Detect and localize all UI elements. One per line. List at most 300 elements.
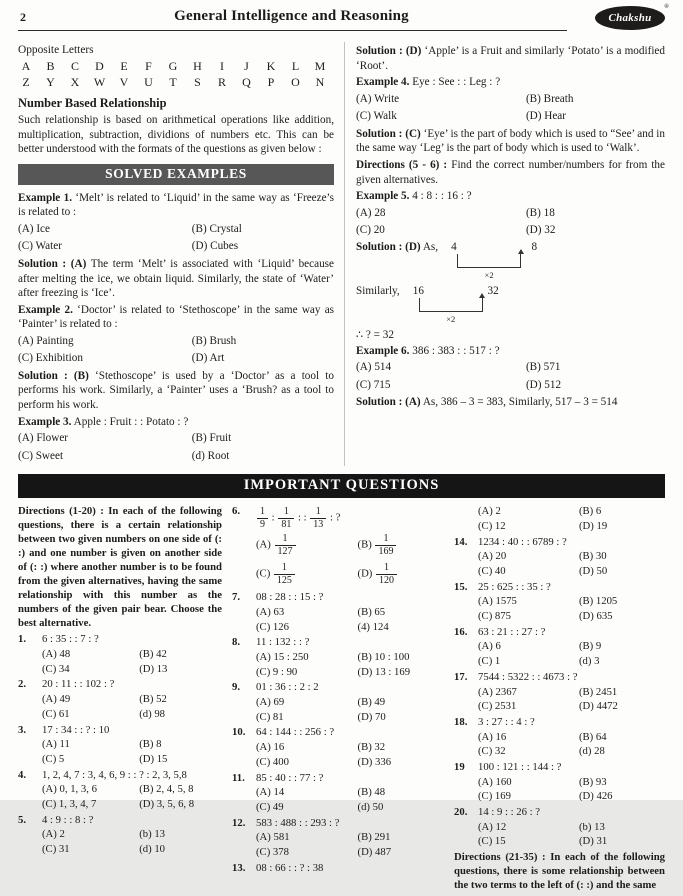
option: (A) 2367 <box>478 685 517 698</box>
letter: R <box>217 75 226 89</box>
option: (C) 378 <box>256 845 289 858</box>
letter: I <box>220 59 224 73</box>
option: (B) 93 <box>578 775 607 788</box>
numerator: 1 <box>275 533 296 546</box>
page-header <box>18 4 669 34</box>
question-stem: 3 : 27 : : 4 : ? <box>478 715 535 728</box>
question-number: 18. <box>454 715 468 728</box>
question-options <box>42 828 222 856</box>
question-number: 16. <box>454 625 468 638</box>
fraction <box>275 533 296 557</box>
registered-mark-icon: ® <box>664 4 669 10</box>
question-options <box>42 648 222 676</box>
fraction <box>274 562 295 586</box>
question-item <box>454 806 665 849</box>
diagram-operator: ×2 <box>484 269 494 280</box>
question-body <box>256 726 444 769</box>
section-intro: Such relationship is based on arithmetical operations like addition, multiplication, subtraction, dividions of numbers etc. This can be better understood with the formats of the questions as given below : <box>18 114 334 156</box>
option: (D) 512 <box>525 378 562 391</box>
example-1-solution: Solution : (A) The term ‘Melt’ is associated with ‘Liquid’ because after melting the ice, we obtain liquid. Similarly, the state of ‘Water’ after freezing is ‘Ice’. <box>18 257 334 300</box>
question-stem: 583 : 488 : : 293 : ? <box>256 816 340 829</box>
letter: G <box>168 59 178 73</box>
multiply-diagram-2 <box>410 285 502 326</box>
question-number: 12. <box>232 816 246 829</box>
example-6-options <box>356 360 665 392</box>
question-number: 13. <box>232 861 246 874</box>
option: (d) 98 <box>139 707 166 720</box>
question-stem: 08 : 28 : : 15 : ? <box>256 591 324 604</box>
example-2-solution: Solution : (B) ‘Stethoscope’ is used by a ‘Doctor’ as a tool to performs his work. Similarly, a ‘Painter’ uses a ‘Brush? as a tool to perform his work. <box>18 369 334 411</box>
question-options <box>42 783 222 811</box>
numerator: 1 <box>257 506 268 519</box>
important-questions-banner: IMPORTANT QUESTIONS <box>18 474 665 498</box>
letter: W <box>93 75 106 89</box>
letters-row-1 <box>18 59 328 74</box>
question-number: 17. <box>454 670 468 683</box>
option <box>358 532 444 558</box>
option: (C) 61 <box>42 707 70 720</box>
question-item <box>232 591 444 634</box>
multiply-diagram-1 <box>448 241 540 282</box>
letter: F <box>145 59 152 73</box>
option: (C) Exhibition <box>18 352 83 365</box>
option: (D) 13 <box>139 662 168 675</box>
option: (B) 291 <box>357 831 391 844</box>
question-number: 19 <box>454 760 465 773</box>
question-number: 6. <box>232 505 241 518</box>
question-options <box>42 738 222 766</box>
question-item <box>18 769 222 812</box>
option: (D) 635 <box>578 610 613 623</box>
option: (B) Crystal <box>191 222 242 235</box>
stem-text: : ? <box>327 511 341 524</box>
question-stem: 11 : 132 : : ? <box>256 636 310 649</box>
option: (C) 12 <box>478 519 506 532</box>
question-options <box>478 686 665 714</box>
question-options <box>478 640 665 668</box>
example-4: Example 4. Eye : See : : Leg : ? <box>356 76 501 89</box>
option-label: (D) <box>357 567 376 580</box>
option: (C) 32 <box>478 745 506 758</box>
header-rule <box>18 30 567 31</box>
solved-examples-banner: SOLVED EXAMPLES <box>18 164 334 185</box>
arrow-up-icon <box>479 293 485 298</box>
question-item <box>232 862 444 877</box>
question-number: 3. <box>18 723 27 736</box>
option: (D) 32 <box>525 224 556 237</box>
letter: B <box>46 59 55 73</box>
opposite-letters-label: Opposite Letters <box>18 44 94 56</box>
letter: N <box>315 75 325 89</box>
numerator: 1 <box>278 506 294 519</box>
example-4-solution: Solution : (C) ‘Eye’ is the part of body which is used to “See’ and in the same way ‘Leg’ is the part of body which is used to ‘Walk’. <box>356 127 665 155</box>
letter: T <box>169 75 177 89</box>
option: (A) Write <box>356 92 400 105</box>
example-2-options <box>18 334 334 366</box>
question-stem: 17 : 34 : : ? : 10 <box>42 723 110 736</box>
option: (B) 32 <box>357 741 386 754</box>
option: (D) Hear <box>525 110 567 123</box>
question-stem: 100 : 121 : : 144 : ? <box>478 760 562 773</box>
option: (C) 40 <box>478 565 506 577</box>
question-options <box>256 831 444 859</box>
letter: Z <box>22 75 30 89</box>
question-item <box>454 581 665 624</box>
fraction <box>278 506 294 530</box>
question-body <box>42 633 222 676</box>
letter: S <box>194 75 201 89</box>
question-body <box>42 814 222 857</box>
question-item <box>232 772 444 815</box>
question-number: 1. <box>18 633 27 646</box>
question-number: 11. <box>232 771 245 784</box>
question-body <box>256 636 444 679</box>
option: (B) 6 <box>578 505 602 518</box>
question-stem: 01 : 36 : : 2 : 2 <box>256 681 319 694</box>
question-item <box>232 636 444 679</box>
question-item <box>232 505 444 589</box>
question-item <box>232 726 444 769</box>
numerator: 1 <box>375 533 396 546</box>
question-options <box>256 651 444 679</box>
question-number: 20. <box>454 806 468 818</box>
question-stem: 25 : 625 : : 35 : ? <box>478 580 551 593</box>
question-options <box>478 821 665 849</box>
option: (A) 11 <box>42 738 70 751</box>
option: (A) 0, 1, 3, 6 <box>42 783 97 796</box>
left-column <box>18 42 344 466</box>
example-1: Example 1. ‘Melt’ is related to ‘Liquid’ in the same way as ‘Freeze’s is related to : <box>18 191 335 219</box>
letter: V <box>119 75 129 89</box>
question-options <box>256 532 444 589</box>
question-item <box>454 716 665 759</box>
option: (D) 19 <box>578 519 608 532</box>
question-stem: 64 : 144 : : 256 : ? <box>256 726 335 739</box>
option: (A) Flower <box>18 432 69 445</box>
fraction <box>310 506 326 530</box>
numerator: 1 <box>274 562 295 575</box>
question-number: 8. <box>232 636 241 649</box>
letter: O <box>291 75 300 89</box>
letter: D <box>95 59 104 73</box>
fraction <box>257 506 268 530</box>
question-item <box>232 817 444 860</box>
question-body <box>478 581 665 624</box>
question-stem: 63 : 21 : : 27 : ? <box>478 625 546 638</box>
question-number: 10. <box>232 726 246 739</box>
option-label: (C) <box>256 567 273 580</box>
diagram-left-number: 16 <box>412 284 424 297</box>
page-number: 2 <box>20 10 26 24</box>
option: (C) 875 <box>478 610 511 623</box>
fraction <box>375 533 396 557</box>
option: (B) 8 <box>139 738 162 751</box>
denominator: 169 <box>378 545 394 557</box>
option: (4) 124 <box>357 620 389 633</box>
option: (D) 70 <box>357 710 386 723</box>
question-item <box>18 678 222 721</box>
option: (C) 5 <box>42 752 65 765</box>
example-3-options <box>18 431 334 463</box>
option: (B) 9 <box>578 640 602 653</box>
diagram-right-number: 8 <box>531 240 538 253</box>
question-list-1 <box>18 633 222 856</box>
option: (B) 49 <box>357 696 386 709</box>
option: (A) 2 <box>478 505 501 518</box>
option: (B) Fruit <box>191 432 232 445</box>
option: (B) 30 <box>578 550 607 563</box>
option: (D) 3, 5, 6, 8 <box>139 797 195 810</box>
option: (C) 31 <box>42 843 70 856</box>
option: (B) 18 <box>525 206 555 219</box>
option: (A) 16 <box>256 741 285 754</box>
question-body <box>42 724 222 767</box>
option: (C) 1, 3, 4, 7 <box>42 797 97 810</box>
section-heading: Number Based Relationship <box>18 96 167 110</box>
denominator: 13 <box>313 518 324 530</box>
option: (C) 1 <box>478 655 501 668</box>
question-list-3 <box>454 505 665 849</box>
letter: H <box>193 59 202 73</box>
question-stem: 20 : 11 : : 102 : ? <box>42 678 115 691</box>
option: (b) 13 <box>578 820 605 833</box>
denominator: 120 <box>379 574 395 586</box>
letter: P <box>267 75 275 89</box>
diagram-left-number: 4 <box>451 240 457 253</box>
questions-column-3 <box>454 505 665 896</box>
example-6: Example 6. 386 : 383 : : 517 : ? <box>356 344 500 357</box>
question-number: 14. <box>454 535 468 548</box>
option: (B) 2451 <box>578 685 618 698</box>
question-body <box>256 817 444 860</box>
option: (C) Walk <box>356 110 397 123</box>
directions-21-35: Directions (21-35) : In each of the following questions, there is some relationship between the two terms to the left of (: :) and the same <box>454 851 666 891</box>
letter: Y <box>46 75 55 89</box>
option: (A) 69 <box>256 696 285 709</box>
option: (B) 48 <box>357 786 386 799</box>
question-number <box>454 505 478 533</box>
arrow-up-icon <box>518 249 524 254</box>
question-body <box>256 862 444 877</box>
page-title: General Intelligence and Reasoning <box>174 8 409 24</box>
option: (A) 48 <box>42 648 71 661</box>
option: (C) 126 <box>256 620 289 633</box>
letter: L <box>291 59 300 73</box>
option: (A) 1575 <box>478 595 517 608</box>
question-body <box>256 505 444 589</box>
letter: U <box>144 75 153 89</box>
option <box>256 561 358 587</box>
option: (B) 571 <box>525 361 561 374</box>
questions-column-2 <box>232 505 444 896</box>
denominator: 125 <box>276 574 292 586</box>
option: (A) 514 <box>356 361 392 374</box>
diagram-right-number: 32 <box>487 284 499 297</box>
publisher-logo <box>595 4 669 30</box>
option: (A) 14 <box>256 786 285 799</box>
denominator: 127 <box>277 545 293 557</box>
diagram-bracket <box>419 298 483 324</box>
question-options <box>256 786 444 814</box>
diagram-bracket <box>457 254 521 280</box>
question-options <box>256 606 444 634</box>
option: (B) 65 <box>357 605 386 618</box>
option: (A) 581 <box>256 831 290 844</box>
option: (C) 20 <box>356 224 385 237</box>
question-item <box>454 505 665 533</box>
question-number: 2. <box>18 678 27 691</box>
question-stem: 85 : 40 : : 77 : ? <box>256 771 324 784</box>
numerator: 1 <box>376 562 397 575</box>
question-number: 15. <box>454 580 468 593</box>
question-stem: 08 : 66 : : ? : 38 <box>256 861 324 874</box>
letter: E <box>120 59 128 73</box>
option: (D) Cubes <box>191 240 239 253</box>
stem-text: : : <box>295 511 310 524</box>
question-list-2 <box>232 505 444 876</box>
option: (D) 487 <box>357 845 392 858</box>
question-body <box>478 626 665 669</box>
denominator: 81 <box>281 518 292 530</box>
option: (A) 49 <box>42 693 71 706</box>
question-item <box>18 724 222 767</box>
example-2: Example 2. ‘Doctor’ is related to ‘Stethoscope’ in the same way as ‘Painter’ is related to : <box>18 303 335 331</box>
stem-text: : <box>269 511 278 524</box>
question-number: 7. <box>232 591 241 604</box>
question-stem: 4 : 9 : : 8 : ? <box>42 813 94 826</box>
question-stem: 7544 : 5322 : : 4673 : ? <box>478 670 578 683</box>
solution-5-result: ∴ ? = 32 <box>356 328 394 341</box>
question-body <box>256 772 444 815</box>
question-options <box>478 776 665 804</box>
option-label: (A) <box>256 538 274 551</box>
option: (D) Art <box>191 352 225 365</box>
question-body <box>478 761 665 804</box>
option: (d) 10 <box>139 843 166 856</box>
question-stem: 1, 2, 4, 7 : 3, 4, 6, 9 : : ? : 2, 3, 5,8 <box>42 768 187 781</box>
option: (D) 426 <box>578 790 613 803</box>
questions-section <box>18 505 665 896</box>
letters-row-2 <box>18 75 328 90</box>
question-stem: 6 : 35 : : 7 : ? <box>42 633 99 646</box>
option: (D) 13 : 169 <box>357 665 411 678</box>
option: (C) 2531 <box>478 700 517 713</box>
question-stem <box>256 505 444 531</box>
question-item <box>18 633 222 676</box>
question-number: 5. <box>18 813 27 826</box>
option: (D) 336 <box>357 755 392 768</box>
option: (C) 169 <box>478 790 511 803</box>
question-item <box>232 681 444 724</box>
option: (D) 15 <box>139 752 168 765</box>
example-3: Example 3. Apple : Fruit : : Potato : ? <box>18 415 189 428</box>
letter: X <box>70 75 80 89</box>
question-options <box>256 741 444 769</box>
letter: K <box>266 59 276 73</box>
option: (B) 10 : 100 <box>357 651 410 663</box>
question-body <box>42 769 222 812</box>
question-body <box>478 536 665 579</box>
option: (d) 50 <box>357 800 384 813</box>
question-body <box>478 671 665 714</box>
option: (A) 6 <box>478 640 501 653</box>
question-options <box>42 693 222 721</box>
option: (D) 50 <box>578 565 608 577</box>
option-label: (B) <box>357 538 375 551</box>
letter: J <box>244 59 249 73</box>
question-body <box>478 505 665 533</box>
example-5: Example 5. 4 : 8 : : 16 : ? <box>356 190 472 203</box>
letter: A <box>21 59 31 73</box>
solution-apple: Solution : (D) ‘Apple’ is a Fruit and similarly ‘Potato’ is a modified ‘Root’. <box>356 45 665 72</box>
option <box>256 532 358 558</box>
option: (d) 3 <box>578 655 600 668</box>
question-number: 9. <box>232 681 241 694</box>
option: (C) Sweet <box>18 449 64 462</box>
example-6-solution: Solution : (A) As, 386 – 3 = 383, Similarly, 517 – 3 = 514 <box>356 396 618 409</box>
option: (C) 81 <box>256 710 284 723</box>
option: (B) Breath <box>525 92 574 105</box>
letter: C <box>70 59 79 73</box>
denominator: 9 <box>260 518 265 530</box>
option: (C) 15 <box>478 835 506 848</box>
question-options <box>256 696 444 724</box>
option: (d) 28 <box>578 745 605 758</box>
option: (A) 20 <box>478 550 507 563</box>
option: (B) 52 <box>139 693 167 706</box>
option: (B) 42 <box>139 648 167 661</box>
question-options <box>478 550 665 578</box>
option: (A) 28 <box>356 206 386 219</box>
option: (b) 13 <box>139 828 166 841</box>
option: (B) 64 <box>578 730 607 743</box>
option: (A) Ice <box>18 222 50 235</box>
directions-1-20: Directions (1-20) : In each of the following questions, there is a certain relationship between two given numbers on one side of (: :) and one number is given on another side of (: :) where another number is to be found from the given alternatives, having the same relationship with this number as the numbers of the given pair bear. Choose the best alternative. <box>18 505 222 629</box>
option: (d) Root <box>191 449 230 462</box>
right-column <box>344 42 665 466</box>
directions-5-6: Directions (5 - 6) : Find the correct number/numbers for from the given alternatives. <box>356 158 665 186</box>
option: (C) 715 <box>356 378 391 391</box>
question-body <box>256 591 444 634</box>
question-options <box>478 505 665 533</box>
logo-text: Chakshu <box>608 12 652 24</box>
question-number: 4. <box>18 768 27 781</box>
option: (A) 15 : 250 <box>256 651 309 663</box>
example-4-options <box>356 92 665 124</box>
question-stem: 14 : 9 : : 26 : ? <box>478 806 541 818</box>
question-item <box>454 536 665 579</box>
option: (A) 12 <box>478 820 507 833</box>
option: (C) 9 : 90 <box>256 665 298 678</box>
fraction <box>376 562 397 586</box>
question-body <box>42 678 222 721</box>
top-section <box>18 42 665 466</box>
option: (D) 4472 <box>578 700 618 713</box>
option <box>358 561 444 587</box>
option: (B) Brush <box>191 334 237 347</box>
option: (D) 31 <box>578 835 608 848</box>
solution-5-line-1: Solution : (D) As, 4 8 ×2 <box>356 241 665 282</box>
letter: Q <box>242 75 251 89</box>
example-5-options <box>356 206 665 238</box>
question-body <box>478 716 665 759</box>
question-item <box>18 814 222 857</box>
question-body <box>256 681 444 724</box>
diagram-operator: ×2 <box>446 313 456 324</box>
option: (C) 34 <box>42 662 70 675</box>
question-options <box>478 595 665 623</box>
solution-5-line-2: Similarly, 16 32 ×2 <box>356 285 665 326</box>
